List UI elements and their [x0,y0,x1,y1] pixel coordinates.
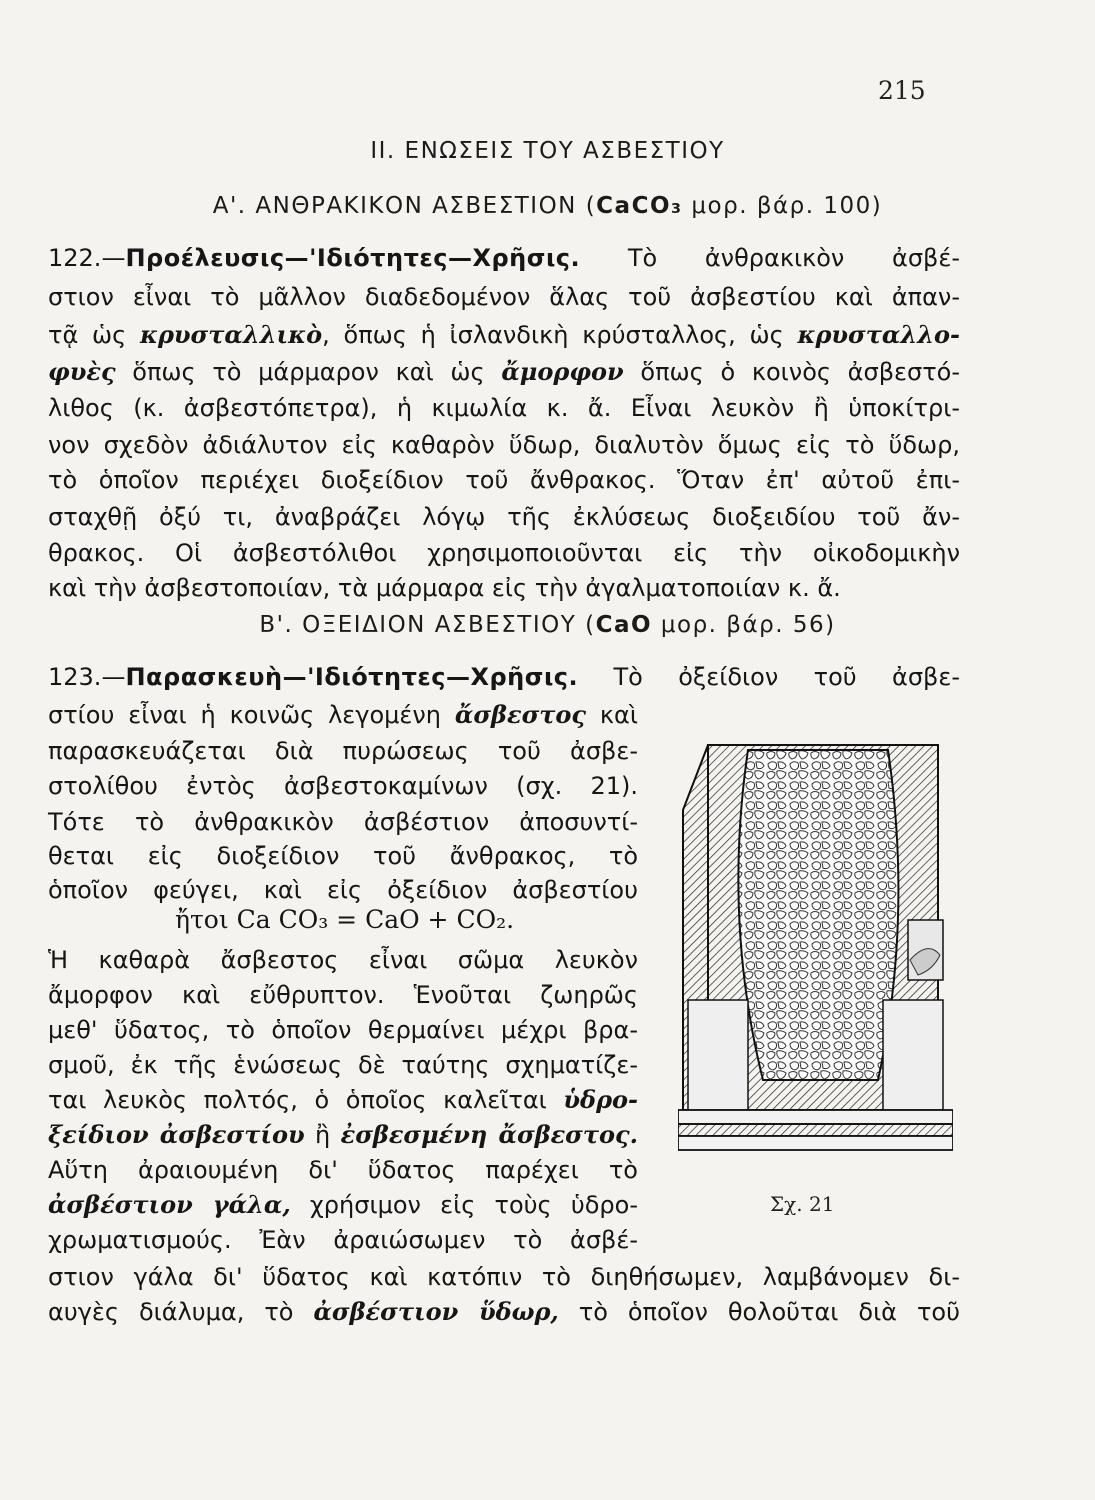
section-b-title-prefix: Β'. ΟΞΕΙΔΙΟΝ ΑΣΒΕΣΤΙΟΥ ( [259,612,596,638]
equation: ἤτοι Ca CO₃ = CaO + CO₂. [175,905,515,934]
lime-kiln-illustration-icon [678,720,953,1160]
term-lime-water: ἀσβέστιον ὕδωρ, [313,1297,559,1326]
para-122-line1-rest: Τὸ ἀνθρακικὸν ἀσβέ- [580,244,960,272]
section-a-title-suffix: μορ. βάρ. 100) [682,193,883,219]
para-123-line: χρωματισμούς. Ἐὰν ἀραιώσωμεν τὸ ἀσβέ- [48,1226,638,1254]
para-123-line1-rest: Τὸ ὀξείδιον τοῦ ἀσβε- [578,663,960,691]
para-123-line [48,1190,638,1220]
para-123-line [48,1085,638,1115]
para-122-text: , ὅπως ἡ ἰσλανδικὴ κρύσταλλος, ὡς [322,321,798,349]
para-122-line: λιθος (κ. ἀσβεστόπετρα), ἡ κιμωλία κ. ἄ. Εἶναι λευκὸν ἢ ὑποκίτρι- [48,394,960,422]
para-123-line: θεται εἰς διοξείδιον τοῦ ἄνθρακος, τὸ [48,842,638,870]
term-slaked-lime: ἐσβεσμένη ἄσβεστος. [340,1120,638,1149]
para-122-line: νον σχεδὸν ἀδιάλυτον εἰς καθαρὸν ὕδωρ, διαλυτὸν ὅμως εἰς τὸ ὕδωρ, [48,431,960,459]
para-122-line [48,243,960,273]
para-123-text: στίου εἶναι ἡ κοινῶς λεγομένη [48,701,455,729]
para-122-text: ὅπως ὁ κοινὸς ἀσβεστό- [623,358,960,386]
section-b-title [0,612,1095,638]
para-122-heading: Προέλευσις—'Ιδιότητες—Χρῆσις. [125,244,581,272]
term-hydroxide: ὑδρο- [563,1085,638,1114]
para-123-line: Τότε τὸ ἀνθρακικὸν ἀσβέστιον ἀποσυντί- [48,808,638,836]
para-122-text: τᾷ ὡς [48,321,140,349]
para-123-text: τὸ ὁποῖον θολοῦται διὰ τοῦ [558,1298,960,1326]
para-123-line: μεθ' ὕδατος, τὸ ὁποῖον θερμαίνει μέχρι βρα- [48,1016,638,1044]
term-crystallophyes-end: φυὲς [48,357,116,386]
section-a-title-prefix: Α'. ΑΝΘΡΑΚΙΚΟΝ ΑΣΒΕΣΤΙΟΝ ( [212,193,597,219]
para-123-heading: Παρασκευὴ—'Ιδιότητες—Χρῆσις. [125,663,579,691]
para-123-number: 123.— [48,663,126,691]
term-milk-of-lime: ἀσβέστιον γάλα, [48,1190,291,1219]
chapter-title: ΙΙ. ΕΝΩΣΕΙΣ ΤΟΥ ΑΣΒΕΣΤΙΟΥ [370,138,725,164]
para-123-line: σμοῦ, ἐκ τῆς ἑνώσεως δὲ ταύτης σχηματίζε- [48,1051,638,1079]
para-123-text: καὶ [586,701,638,729]
figure-caption: Σχ. 21 [770,1192,835,1216]
section-b-title-suffix: μορ. βάρ. 56) [652,612,836,638]
para-123-line: στιον γάλα δι' ὕδατος καὶ κατόπιν τὸ διηθήσωμεν, λαμβάνομεν δι- [48,1263,960,1291]
para-123-line [48,662,960,692]
term-amorphous: ἄμορφον [501,357,624,386]
para-123-line [48,1120,638,1150]
section-a-formula: CaCO₃ [596,193,683,219]
para-123-line: παρασκευάζεται διὰ πυρώσεως τοῦ ἀσβε- [48,737,638,765]
term-crystallophyes: κρυσταλλο- [797,320,960,349]
para-122-line: σταχθῇ ὀξύ τι, ἀναβράζει λόγῳ τῆς ἐκλύσεως διοξειδίου τοῦ ἄν- [48,503,960,531]
page-number: 215 [878,76,926,105]
para-123-line: ὁποῖον φεύγει, καὶ εἰς ὀξείδιον ἀσβεστίου [48,876,638,904]
term-crystalline: κρυσταλλικὸ [139,320,323,349]
para-123-line [48,1297,960,1327]
para-123-line: ἄμορφον καὶ εὔθρυπτον. Ἑνοῦται ζωηρῶς [48,981,638,1009]
para-123-line: στολίθου ἐντὸς ἀσβεστοκαμίνων (σχ. 21). [48,772,638,800]
para-123-line [48,700,638,730]
section-b-formula: CaO [595,612,653,638]
figure-21 [678,720,953,1160]
para-123-text: χρήσιμον εἰς τοὺς ὑδρο- [290,1191,638,1219]
para-123-text: αυγὲς διάλυμα, τὸ [48,1298,314,1326]
para-122-line: θρακος. Οἱ ἀσβεστόλιθοι χρησιμοποιοῦνται εἰς τὴν οἰκοδομικὴν [48,539,960,567]
para-122-line: καὶ τὴν ἀσβεστοποιίαν, τὰ μάρμαρα εἰς τὴν ἀγαλματοποιίαν κ. ἄ. [48,574,841,602]
para-122-line [48,357,960,387]
para-123-text: ται λευκὸς πολτός, ὁ ὁποῖος καλεῖται [48,1086,564,1114]
para-123-line: Αὕτη ἀραιουμένη δι' ὕδατος παρέχει τὸ [48,1156,638,1184]
para-123-text: ἢ [304,1121,341,1149]
para-123-line: Ἡ καθαρὰ ἄσβεστος εἶναι σῶμα λευκὸν [48,946,638,974]
para-122-line: στιον εἶναι τὸ μᾶλλον διαδεδομένον ἅλας τοῦ ἀσβεστίου καὶ ἀπαν- [48,283,960,311]
para-122-line [48,320,960,350]
para-122-number: 122.— [48,244,126,272]
para-122-line: τὸ ὁποῖον περιέχει διοξείδιον τοῦ ἄνθρακος. Ὅταν ἐπ' αὐτοῦ ἐπι- [48,466,960,494]
term-lime: ἄσβεστος [454,700,587,729]
section-a-title [0,193,1095,219]
term-calcium-hydroxide: ξείδιον ἀσβεστίου [48,1120,305,1149]
para-122-text: ὅπως τὸ μάρμαρον καὶ ὡς [115,358,502,386]
